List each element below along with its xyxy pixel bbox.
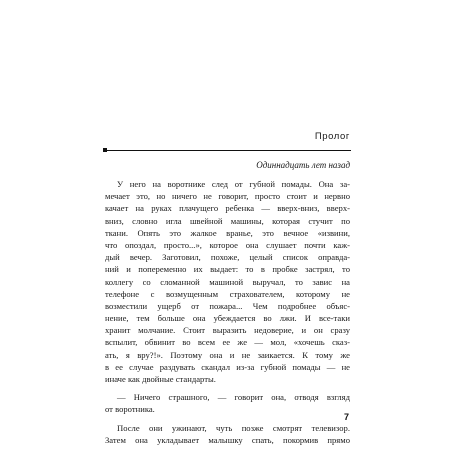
text-line: ать, я вру?!». Поэтому она и не заикается. К тому же bbox=[105, 349, 350, 360]
text-line: После они ужинают, чуть позже смотрят телевизор. bbox=[117, 422, 350, 433]
chapter-rule bbox=[103, 148, 351, 152]
text-line: что опоздал, просто...», которое она слушает почти каж- bbox=[105, 239, 350, 250]
text-line: дый вечер. Заготовил, похоже, целый список оправда- bbox=[105, 252, 350, 263]
text-line: вниз, словно игла швейной машины, которая стучит по bbox=[105, 215, 350, 226]
text-line: иначе как двойные стандарты. bbox=[105, 374, 216, 384]
text-line: в ее случае раздувать скандал из-за губной помады — не bbox=[105, 361, 350, 372]
paragraph bbox=[105, 422, 350, 446]
text-line: У него на воротнике след от губной помады. Она за- bbox=[117, 179, 350, 189]
text-line: качает на руках плачущего ребенка — вверх-вниз, вверх- bbox=[105, 203, 350, 214]
text-line: возместили ущерб от пожара... Чем подробнее объяс- bbox=[105, 300, 350, 311]
chapter-title: Пролог bbox=[314, 131, 350, 142]
body-text bbox=[105, 178, 350, 446]
text-line: Затем она укладывает малышку спать, покормив прямо bbox=[105, 434, 350, 445]
text-line: от воротника. bbox=[105, 404, 155, 415]
text-line: ний и попеременно их выдает: то в пробке застрял, то bbox=[105, 264, 350, 275]
paragraph bbox=[105, 391, 350, 415]
rule-line bbox=[107, 150, 351, 151]
text-line: вспылит, обвинит во всем ее же — мол, «хочешь сказ- bbox=[105, 337, 350, 348]
page-number: 7 bbox=[343, 412, 349, 422]
text-line: — Ничего страшного, — говорит она, отводя взгляд bbox=[117, 392, 350, 403]
text-line: телефоне с возмущенным страхователем, которому не bbox=[105, 288, 350, 299]
text-line: хранит молчание. Стоит выразить недоверие, и он сразу bbox=[105, 325, 350, 336]
paragraph bbox=[105, 178, 350, 385]
chapter-subtitle: Одиннадцать лет назад bbox=[256, 160, 350, 170]
text-line: коллегу со сломанной машиной выручал, то завис на bbox=[105, 276, 350, 287]
text-line: мечает это, но ничего не говорит, просто стоит и нервно bbox=[105, 191, 350, 202]
text-line: нение, тем больше она убеждается во лжи. И все-таки bbox=[105, 313, 350, 324]
text-line: ткани. Опять это жалкое вранье, это вечное «извини, bbox=[105, 227, 350, 238]
